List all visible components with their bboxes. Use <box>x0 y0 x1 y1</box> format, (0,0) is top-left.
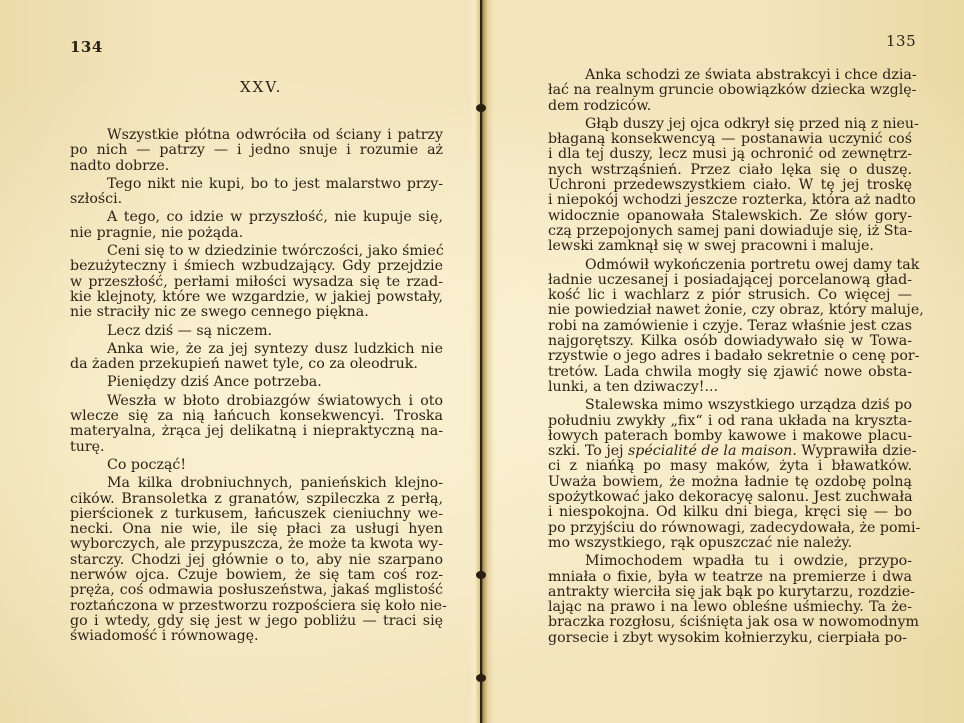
text-line: najgorętszy. Kilka osób dowiadywało się w Towa- <box>548 333 912 350</box>
text-line: A tego, co idzie w przyszłość, nie kupuje się, <box>107 209 443 226</box>
text-line: gorsecie i zbyt wysokim kołnierzyku, cierpiała po- <box>548 629 907 646</box>
paragraph <box>70 177 443 208</box>
paragraph <box>70 375 443 390</box>
binding-stitch-icon <box>476 571 486 579</box>
text-line: pierścionek z turkusem, łańcuszek cieniuchny we- <box>70 505 443 522</box>
text-line: Stalewska mimo wszystkiego urządza dziś po <box>585 397 912 414</box>
text-line: pręża, coś odmawia posłuszeństwa, jakaś mglistość <box>70 582 443 599</box>
text-line: łać na realnym gruncie obowiązków dziecka wzglę- <box>548 82 917 99</box>
paragraph <box>548 397 921 551</box>
text-line: świadomość i równowagę. <box>70 628 259 645</box>
text-line: szki. To jej spécialité de la maison. Wyprawiła dzie- <box>548 443 917 460</box>
text-line: braczka rozgłosu, ściśnięta jak osa w nowomodnym <box>548 614 920 631</box>
text-line: tretów. Lada chwila mogły się zjawić nowe obsta- <box>548 363 912 380</box>
text-line: czą przepojonych samej pani dowiaduje się, iż Sta- <box>548 222 913 239</box>
binding-stitch-icon <box>476 104 486 112</box>
right-page <box>482 0 964 723</box>
text-line: łowych paterach bomby kawowe i makowe placu- <box>548 427 912 444</box>
right-page-text <box>548 67 924 649</box>
paragraph <box>70 210 443 241</box>
text-line: wlecze się za nią łańcuch konsekwencyi. Troska <box>70 408 443 425</box>
text-line: mo wszystkiego, rąk opuszczać nie należy. <box>548 534 852 551</box>
text-line: Odmówił wykończenia portretu owej damy tak <box>585 256 920 273</box>
text-line: po nich — patrzy — i jedno snuje i rozumie aż <box>70 142 443 159</box>
paragraph <box>70 244 443 320</box>
text-line: Uchroni przedewszystkiem ciało. W tę jej troskę <box>548 177 912 194</box>
text-line: da żaden przekupień nawet tyle, co za oleodruk. <box>70 356 418 373</box>
text-line: wyborczych, ale przypuszcza, że może ta kwota wy- <box>70 536 443 553</box>
text-line: i niepokój wchodzi jeszcze rozterka, która aż nadto <box>548 192 916 209</box>
text-line: nych wstrząśnień. Przez ciało lęka się o duszę. <box>548 161 912 178</box>
text-line: robi na zamówienie i czyje. Teraz właśnie jest czas <box>548 317 912 334</box>
paragraph <box>70 458 443 473</box>
text-line: nerwów ojca. Czuje bowiem, że się tam coś roz- <box>70 567 443 584</box>
paragraph <box>70 324 443 339</box>
paragraph <box>70 128 443 174</box>
text-line: lunki, a ten dziwaczy!... <box>548 378 719 395</box>
binding-stitch-icon <box>476 674 486 682</box>
page-number: 134 <box>70 38 103 56</box>
text-line: materyalna, żrąca jej delikatną i niepraktyczną na- <box>70 423 443 440</box>
text-line: szłości. <box>70 191 123 208</box>
text-line: Ma kilka drobniuchnych, panieńskich klejno- <box>107 475 443 492</box>
text-line: Anka wie, że za jej syntezy dusz ludzkich nie <box>107 340 443 357</box>
text-line: błaganą konsekwencyą — postanawia uczynić coś <box>548 131 912 148</box>
text-line: Ceni się to w dziedzinie twórczości, jako śmieć <box>107 243 444 260</box>
text-line: rzystwie o jego adres i badało sekretnie o cenę por- <box>548 348 920 365</box>
text-line: kość lic i wachlarz z piór strusich. Co więcej — <box>548 287 912 304</box>
text-line: bezużyteczny i śmiech wzbudzający. Gdy przejdzie <box>70 258 443 275</box>
left-page <box>0 0 478 723</box>
text-line: po przyjściu do równowagi, zadecydowała, że pomi- <box>548 519 921 536</box>
text-line: Co począć! <box>107 456 187 473</box>
text-line: nadto dobrze. <box>70 157 170 174</box>
text-line: lając na prawo i na lewo obleśne uśmiechy. Ta że- <box>548 599 912 616</box>
text-line: nie straciły nic ze swego cennego piękna. <box>70 304 369 321</box>
paragraph <box>70 394 443 455</box>
text-line: Lecz dziś — są niczem. <box>107 322 273 339</box>
text-line: Pieniędzy dziś Ance potrzeba. <box>107 374 322 391</box>
text-line: Głąb duszy jej ojca odkrył się przed nią z nieu- <box>585 115 919 132</box>
text-line: i dla tej duszy, lecz musi ją ochronić od zewnętrz- <box>548 146 912 163</box>
text-line: spożytkować jako dekoracyę salonu. Jest zuchwała <box>548 489 913 506</box>
text-line: antrakty wierciła się jak bąk po kurytarzu, rozdzie- <box>548 583 915 600</box>
text-line: nie pragnie, nie pożąda. <box>70 224 244 241</box>
paragraph <box>70 475 447 645</box>
paragraph <box>548 553 920 646</box>
text-line: Mimochodem wpadła tu i owdzie, przypo- <box>585 553 912 570</box>
text-line: ładnie uczesanej i posiadającej porcelanową gład- <box>548 271 912 288</box>
text-line: mniała o fixie, była w teatrze na premierze i dwa <box>548 568 912 585</box>
paragraph <box>70 342 443 373</box>
text-line: Tego nikt nie kupi, bo to jest malarstwo przy- <box>107 175 443 192</box>
text-line: kie klejnoty, które we wzgardzie, w jakiej powstały, <box>70 288 443 305</box>
left-page-text <box>70 127 447 648</box>
text-line: necki. Ona nie wie, ile się płaci za usługi hyen <box>70 521 443 538</box>
text-line: Wszystkie płótna odwróciła od ściany i patrzy <box>107 127 443 143</box>
text-line: w przeszłość, perłami miłości wysadza się te rzad- <box>70 273 443 290</box>
text-line: widocznie opanowała Stalewskich. Ze słów gory- <box>548 207 912 224</box>
text-line: ci z niańką po masy maków, żyta i bławatków. <box>548 458 912 475</box>
paragraph <box>548 115 919 255</box>
text-line: dem rodziców. <box>548 97 652 114</box>
text-line: Uważa bowiem, że można ładnie tę ozdobę polną <box>548 473 912 490</box>
text-line: nie powiedział nawet żonie, czy obraz, który maluje, <box>548 302 924 319</box>
text-line: lewski zamknął się w swej pracowni i maluje. <box>548 238 874 255</box>
text-line: Anka schodzi ze świata abstrakcyi i chce dzia- <box>585 67 917 83</box>
page-number: 135 <box>886 32 917 50</box>
text-line: cików. Bransoletka z granatów, szpileczka z perłą, <box>70 490 443 507</box>
chapter-title: XXV. <box>240 78 283 96</box>
text-line: roztańczona w przestworzu rozpościera się koło nie- <box>70 597 447 614</box>
text-line: starczy. Chodzi jej głównie o to, aby nie szarpano <box>70 551 443 568</box>
paragraph <box>548 256 924 396</box>
paragraph <box>548 67 917 114</box>
text-line: i niespokojna. Od kilku dni biega, kręci się — bo <box>548 504 912 521</box>
text-line: Weszła w błoto drobiazgów światowych i oto <box>107 392 443 409</box>
text-line: turę. <box>70 438 105 455</box>
text-line: go i wtedy, gdy się jest w jego pobliżu — traci się <box>70 612 443 629</box>
text-line: południu zwykły „fix“ i od rana układa na kryszta- <box>548 412 912 429</box>
